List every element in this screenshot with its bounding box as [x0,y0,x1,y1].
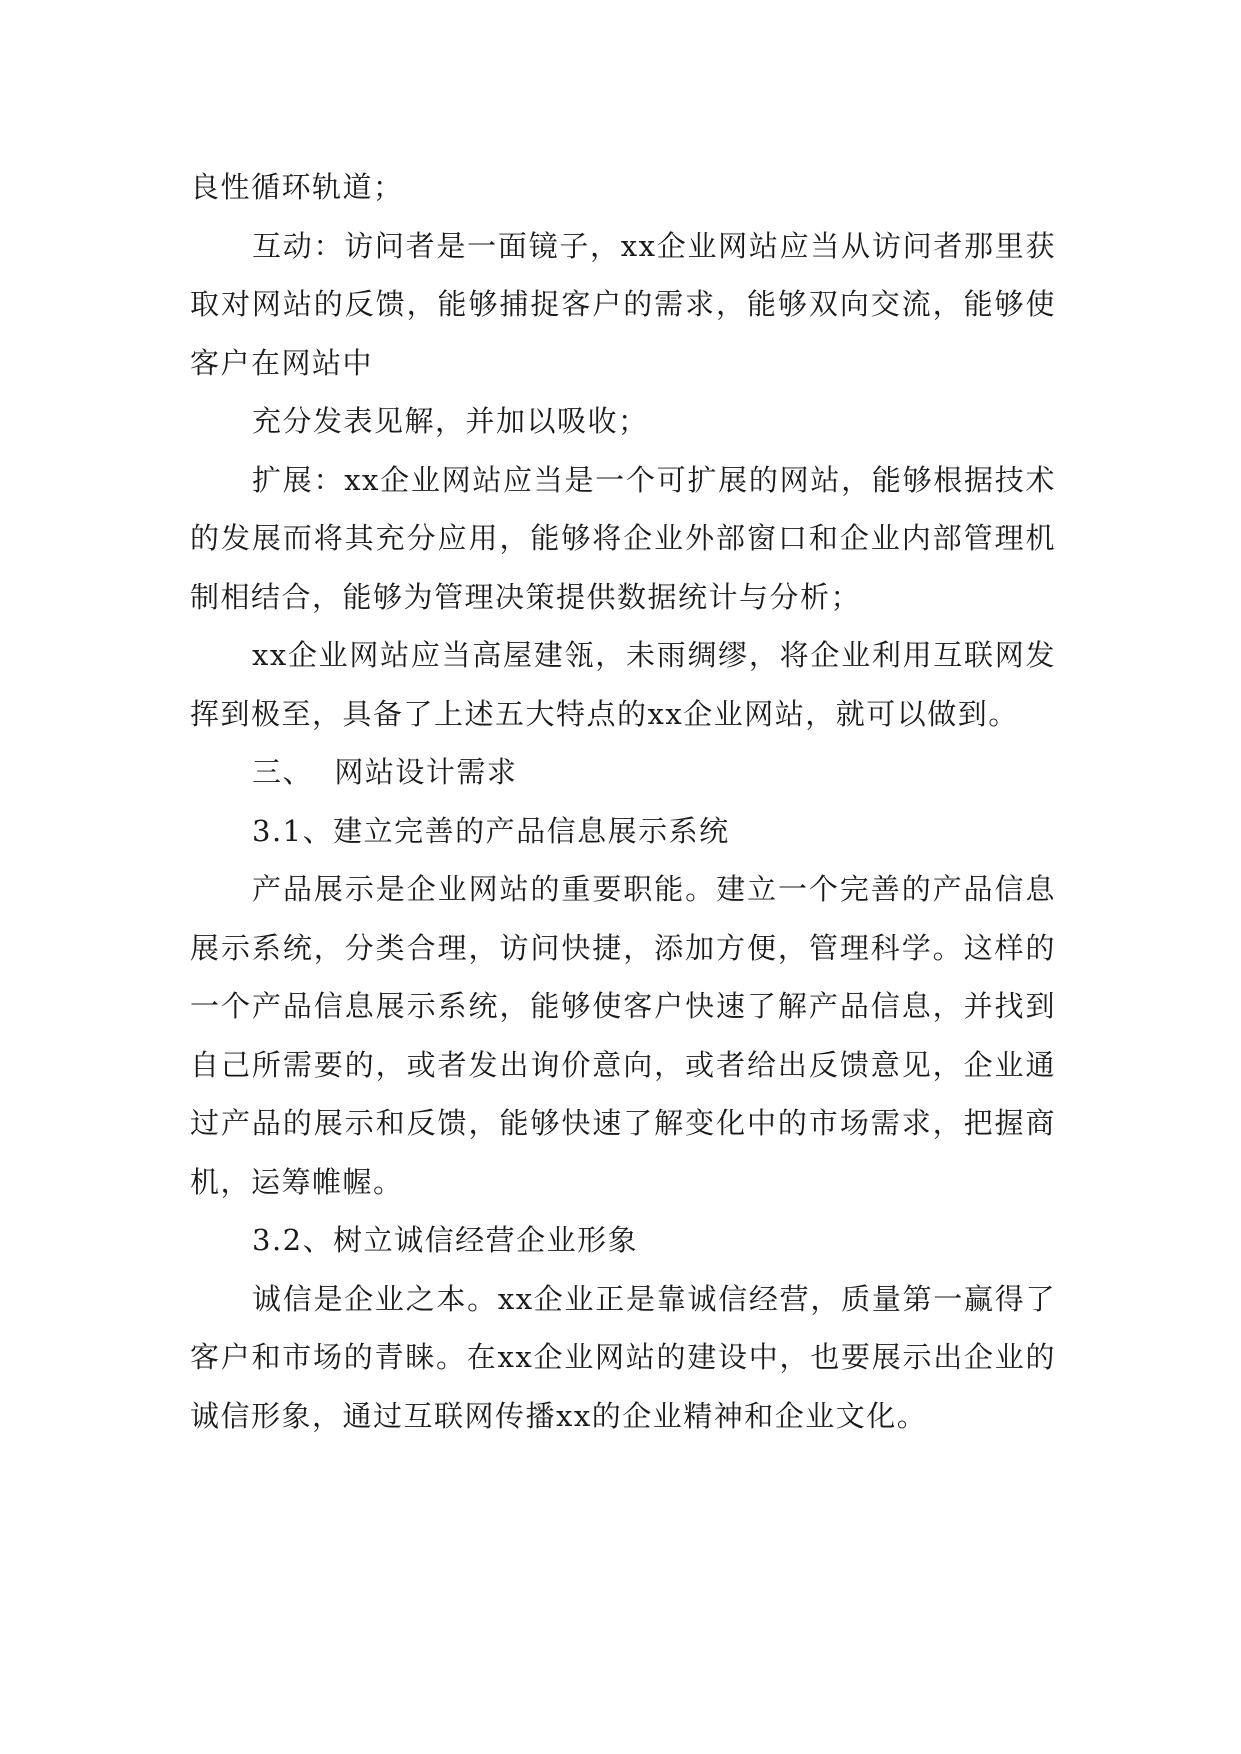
subsection-1-body: 产品展示是企业网站的重要职能。建立一个完善的产品信息展示系统，分类合理，访问快捷，添加方便，管理科学。这样的一个产品信息展示系统，能够使客户快速了解产品信息，并找到自己所需要的，或者发出询价意向，或者给出反馈意见，企业通过产品的展示和反馈，能够快速了解变化中的市场需求，把握商机，运筹帷幄。 [190,872,1056,1199]
subsection-2-body: 诚信是企业之本。xx企业正是靠诚信经营，质量第一赢得了客户和市场的青睐。在xx企业网站的建设中，也要展示出企业的诚信形象，通过互联网传播xx的企业精神和企业文化。 [190,1281,1056,1433]
document-body [190,158,1056,1445]
paragraph-interaction: 互动：访问者是一面镜子，xx企业网站应当从访问者那里获取对网站的反馈，能够捕捉客户的需求，能够双向交流，能够使客户在网站中 [190,228,1056,380]
paragraph-summary: xx企业网站应当高屋建瓴，未雨绸缪，将企业利用互联网发挥到极至，具备了上述五大特点的xx企业网站，就可以做到。 [190,638,1056,731]
paragraph-extension: 扩展：xx企业网站应当是一个可扩展的网站，能够根据技术的发展而将其充分应用，能够将企业外部窗口和企业内部管理机制相结合，能够为管理决策提供数据统计与分析； [190,462,1056,614]
subsection-2-heading: 3.2、树立诚信经营企业形象 [252,1223,639,1257]
paragraph-cycle: 良性循环轨道； [190,170,404,204]
paragraph-feedback: 充分发表见解，并加以吸收； [252,404,649,438]
section-heading: 三、 网站设计需求 [252,755,518,789]
subsection-1-heading: 3.1、建立完善的产品信息展示系统 [252,813,730,848]
